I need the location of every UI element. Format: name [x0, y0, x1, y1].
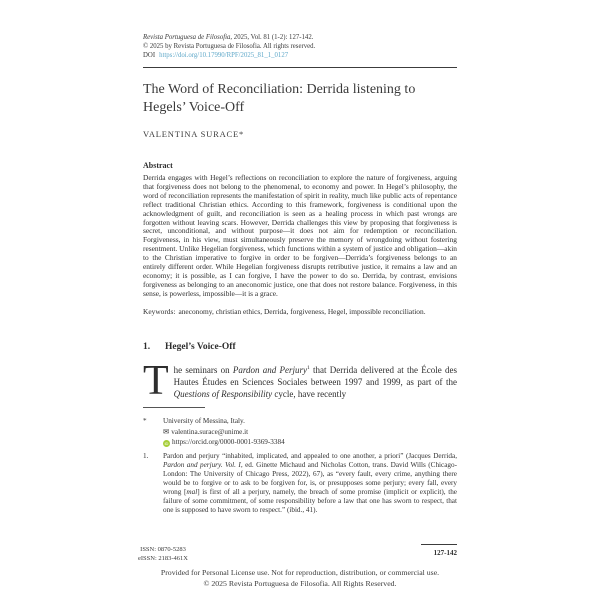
- article-title: The Word of Reconciliation: Derrida listening to Hegels’ Voice-Off: [143, 82, 416, 115]
- journal-citation-line: [143, 33, 457, 42]
- footnote-1-seg-2: , ed. Ginette Michaud and Nicholas Cotton, trans. David Wills (Chicago-London: The University of Chicago Press, 2022), 67), as “every fault, every crime, anything there would be to forgive or to ask to be forgiven for, is, or presupposes some perjury; every fall, every wrong [: [163, 460, 457, 496]
- section-heading: [143, 342, 457, 352]
- keywords-line: [143, 307, 457, 317]
- affiliation-text: University of Messina, Italy.: [163, 417, 245, 426]
- page-range-block: [397, 544, 457, 557]
- license-line-2: © 2025 Revista Portuguesa de Filosofia. All Rights Reserved.: [203, 579, 397, 588]
- section-number: 1.: [143, 342, 151, 353]
- doi-link[interactable]: https://doi.org/10.17990/RPF/2025_81_1_0127: [159, 52, 289, 59]
- header-divider: [143, 67, 457, 68]
- footnote-1-seg-1: Pardon and perjury “inhabited, implicated, and appealed to one another, a priori” (Jacques Derrida,: [163, 451, 457, 460]
- page-range: 127-142: [433, 549, 457, 557]
- body-seg-1: he seminars on: [173, 365, 233, 376]
- journal-header: [143, 33, 457, 68]
- email-line: [143, 427, 457, 438]
- content-column: [143, 33, 457, 515]
- doi-line: [143, 51, 457, 60]
- body-seg-italic-2: Questions of Responsibility: [173, 389, 273, 400]
- license-footer: [0, 567, 600, 589]
- section-title: Hegel’s Voice-Off: [165, 342, 236, 353]
- journal-citation-rest: , 2025, Vol. 81 (1-2): 127-142.: [230, 34, 314, 41]
- page-range-divider: [421, 544, 457, 545]
- eissn-line: eISSN: 2183-461X: [137, 555, 188, 562]
- body-seg-italic-1: Pardon and Perjury: [232, 365, 308, 376]
- issn-block: [118, 545, 208, 563]
- email-link[interactable]: valentina.surace@unime.it: [171, 427, 249, 436]
- keywords-label: Keywords:: [143, 306, 176, 316]
- dropcap-letter: T: [143, 358, 169, 405]
- body-seg-3: cycle, have recently: [272, 389, 347, 400]
- affiliation-block: [143, 416, 457, 448]
- orcid-line: [143, 437, 457, 448]
- author-name: VALENTINA SURACE*: [143, 129, 245, 139]
- footnote-1-seg-italic-1: Pardon and perjury. Vol. I: [163, 460, 241, 469]
- journal-name: Revista Portuguesa de Filosofia: [143, 34, 231, 41]
- body-paragraph: [143, 358, 457, 405]
- footnote-1-seg-italic-2: mal: [186, 487, 198, 496]
- affiliation-line: [143, 416, 457, 427]
- footnote-1: [143, 452, 457, 515]
- copyright-line: © 2025 by Revista Portuguesa de Filosofia. All rights reserved.: [143, 43, 316, 50]
- footnote-divider: [143, 407, 205, 408]
- abstract-heading: Abstract: [143, 161, 173, 170]
- email-icon: ✉: [163, 426, 170, 436]
- footnotes-block: [143, 416, 457, 515]
- footnote-1-seg-3: ] is first of all a perjury, namely, the breach of some promise (implicit or explicit), the failure of some commitment, of some responsibility before a law that one has sworn to respect, that one is supposed to have sworn to respect.” (ibid., 41).: [163, 487, 457, 514]
- doi-label: DOI: [143, 52, 156, 59]
- affiliation-marker: *: [143, 417, 147, 426]
- orcid-link[interactable]: https://orcid.org/0000-0001-9369-3384: [172, 438, 285, 447]
- footnote-1-marker: 1.: [143, 451, 149, 460]
- abstract-body: Derrida engages with Hegel’s reflections on reconciliation to explore the nature of forgiveness, arguing that forgiveness does not belong to the phenomenal, to economy and power. In Hegel’s philosophy, the word of reconciliation represents the manifestation of spirit in reality, much like public acts of repentance reflect traditional Christian ethics. According to this framework, forgiveness is conditional upon the acknowledgment of guilt, and reconciliation is seen as a healing process in which past wrongs are forgotten without leaving scars. However, Derrida challenges this view by proposing that forgiveness is secret, unconditional, and without purpose—it does not aim for redemption or reconciliation. Forgiveness, in his view, must simultaneously preserve the memory of wrongdoing without fostering resentment. Unlike Hegelian forgiveness, which functions within a system of justice and obligation—akin to the Christian imperative to forgive in order to be forgiven—Derrida’s forgiveness belongs to an entirely different order. While Hegelian forgiveness disrupts retributive justice, it remains a law and an economy; it is possible, as I can forgive, I have the power to do so. Derrida, by contrast, envisions forgiveness as belonging to an aneconomic justice, one that does not restore balance. Forgiveness, in this sense, is powerless, impossible—it is a grace.: [143, 173, 457, 298]
- orcid-icon: iD: [164, 441, 169, 447]
- keywords-list: aneconomy, christian ethics, Derrida, forgiveness, Hegel, impossible reconciliation.: [178, 306, 426, 316]
- license-line-1: Provided for Personal License use. Not for reproduction, distribution, or commercial use.: [160, 568, 440, 577]
- body-seg-2: that Derrida delivered at the École des Hautes Études en Sciences Sociales between 1997 and 1999, as part of the: [173, 365, 457, 388]
- issn-line: ISSN: 0870-5283: [140, 546, 186, 553]
- footnote-ref-1[interactable]: 1: [307, 365, 310, 372]
